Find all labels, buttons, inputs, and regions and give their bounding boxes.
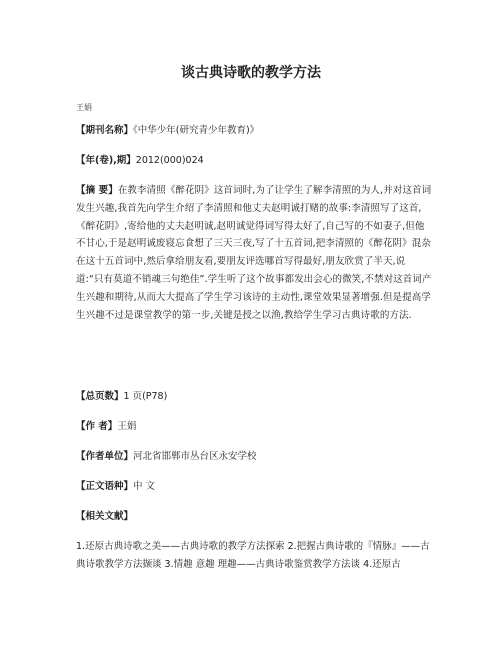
journal-field — [76, 122, 432, 140]
author-label: 【作 者】 — [76, 421, 118, 432]
year-issue-field — [76, 152, 432, 170]
language-field — [76, 478, 432, 496]
language-label: 【正文语种】 — [76, 481, 134, 492]
affiliation-field — [76, 448, 432, 466]
document-title: 谈古典诗歌的教学方法 — [181, 65, 321, 81]
references-label: 【相关文献】 — [76, 511, 134, 522]
pages-field — [76, 388, 432, 406]
year-issue-value: 2012(000)024 — [135, 155, 204, 166]
affiliation-value: 河北省邯郸市丛台区永安学校 — [133, 451, 257, 462]
journal-label: 【期刊名称】 — [76, 125, 134, 136]
author-value: 王娟 — [117, 421, 137, 432]
journal-value: 《中华少年(研究青少年教育)》 — [133, 125, 260, 136]
pages-label: 【总页数】 — [76, 391, 124, 402]
abstract-field — [76, 182, 432, 324]
affiliation-label: 【作者单位】 — [76, 451, 134, 462]
language-value: 中 文 — [133, 481, 156, 492]
references-heading — [76, 508, 432, 526]
references-list: 1.还原古典诗歌之美——古典诗歌的教学方法探索 2.把握古典诗歌的『情脉』——古典诗歌教学方法撷谈 3.情趣 意趣 理趣——古典诗歌鉴赏教学方法谈 4.还原古 — [76, 541, 430, 570]
year-issue-label: 【年(卷),期】 — [76, 155, 136, 166]
pages-value: 1 页(P78) — [123, 391, 168, 402]
abstract-text: 在教李清照《醉花阴》这首词时,为了让学生了解李清照的为人,并对这首词发生兴趣,我首先向学生介绍了李清照和他丈夫赵明诚打赌的故事:李清照写了这首,《醉花阴》,寄给他的丈夫赵明诚,赵明诚觉得词写得太好了,自己写的不如妻子,但他不甘心,于是赵明诚废寝忘食想了三天三夜,写了十五首词,把李清照的《醉花阴》混杂在这十五首词中,然后拿给朋友看,要朋友评选哪首写得最好,朋友欣赏了半天,说道:“只有莫道不销魂三句绝佳”.学生听了这个故事都发出会心的微笑,不禁对这首词产生兴趣和期待,从而大大提高了学生学习该诗的主动性,课堂效果显著增强.但是提高学生兴趣不过是课堂教学的第一步,关键是授之以渔,教给学生学习古典诗歌的方法. — [76, 185, 432, 321]
abstract-label: 【摘 要】 — [76, 185, 118, 196]
author-line: 王娟 — [76, 103, 92, 112]
author-field — [76, 418, 432, 436]
